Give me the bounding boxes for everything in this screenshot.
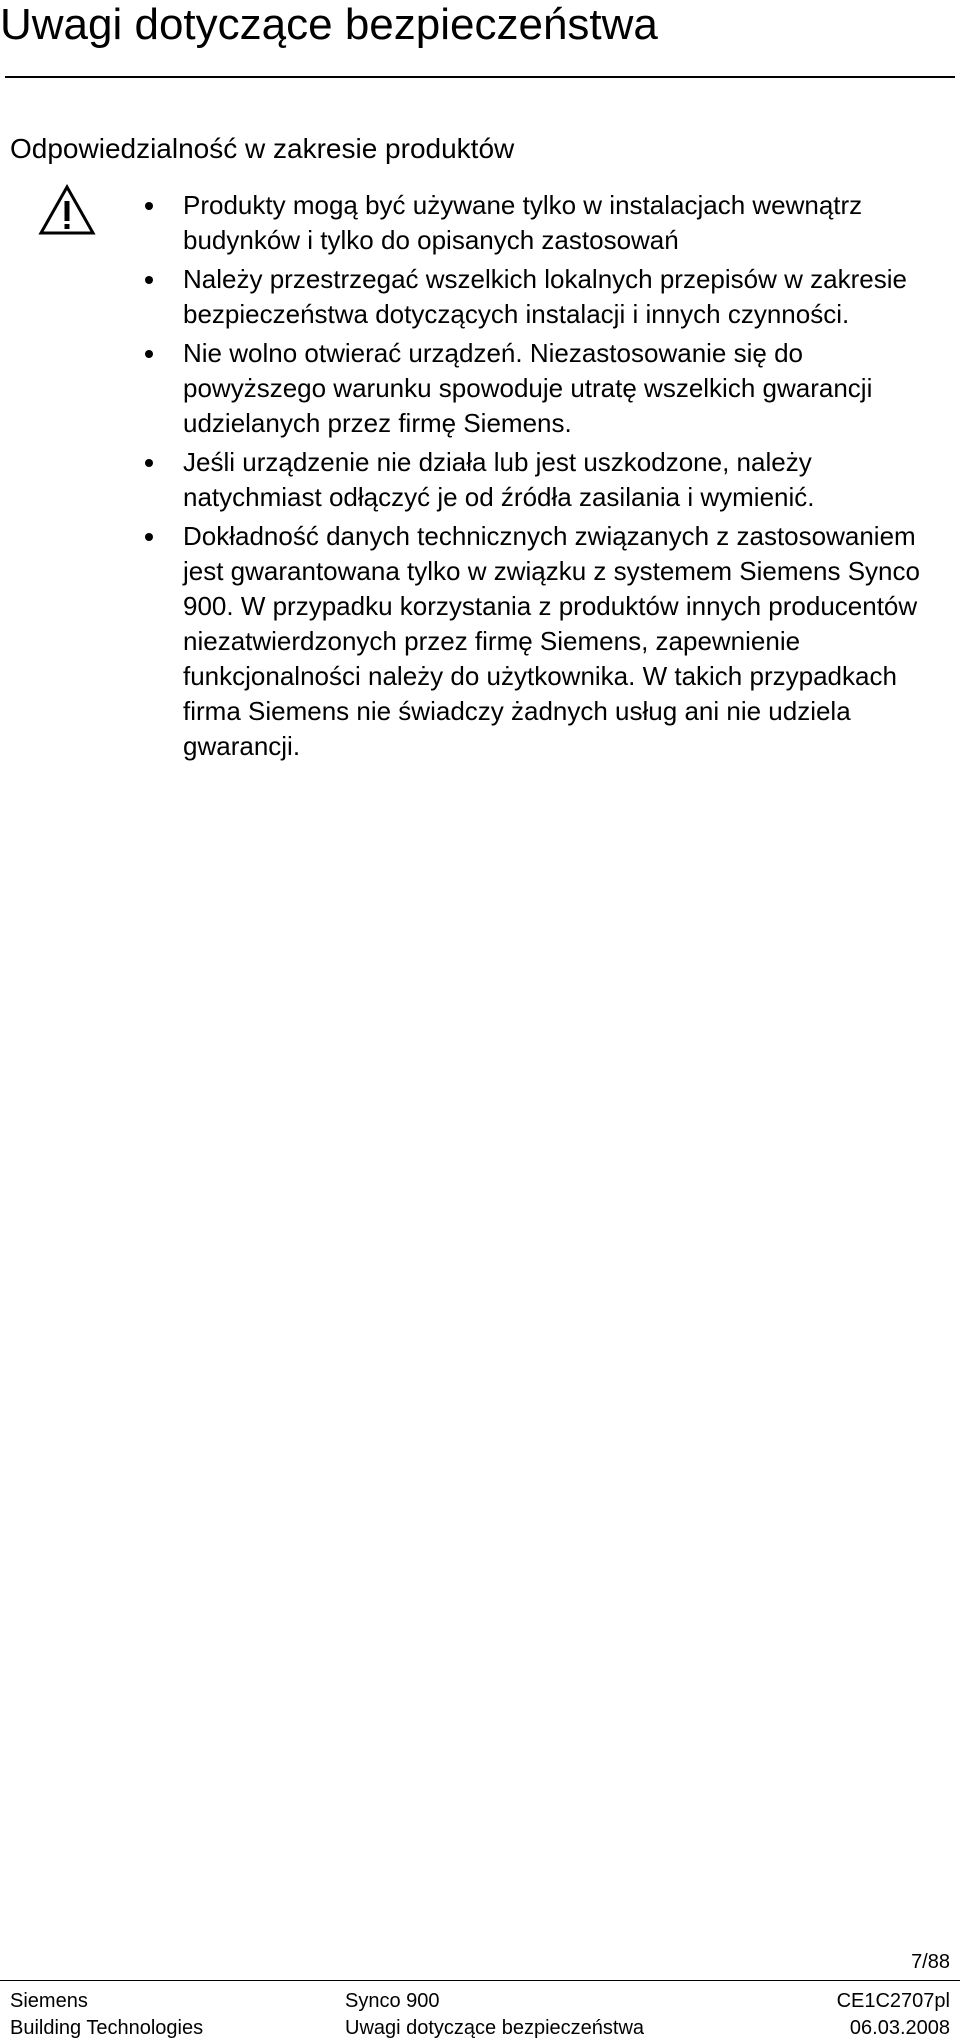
bullet-text: Dokładność danych technicznych związanych z zastosowaniem jest gwarantowana tylko w związku z systemem Siemens Synco 900. W przypadku korzystania z produktów innych producentów niezatwierdzonych przez firmę Siemens, zapewnienie funkcjonalności należy do użytkownika. W takich przypadkach firma Siemens nie świadczy żadnych usług ani nie udziela gwarancji. bbox=[183, 521, 920, 761]
bullet-text: Produkty mogą być używane tylko w instalacjach wewnątrz budynków i tylko do opisanych zastosowań bbox=[183, 190, 863, 255]
warning-triangle-icon bbox=[38, 184, 96, 236]
safety-bullet-list bbox=[143, 188, 933, 768]
footer-company: Siemens bbox=[10, 1990, 88, 2012]
bullet-icon bbox=[145, 533, 153, 541]
bullet-text: Należy przestrzegać wszelkich lokalnych przepisów w zakresie bezpieczeństwa dotyczących instalacji i innych czynności. bbox=[183, 264, 907, 329]
footer-doc-id: CE1C2707pl bbox=[836, 1990, 950, 2012]
list-item bbox=[143, 519, 933, 764]
bullet-icon bbox=[145, 276, 153, 284]
footer-right bbox=[837, 1988, 950, 2042]
footer-product: Synco 900 bbox=[345, 1990, 440, 2012]
footer-center bbox=[345, 1988, 644, 2042]
bullet-icon bbox=[145, 459, 153, 467]
bullet-text: Jeśli urządzenie nie działa lub jest uszkodzone, należy natychmiast odłączyć je od źródła zasilania i wymienić. bbox=[183, 447, 815, 512]
footer-left bbox=[10, 1988, 203, 2042]
page-title: Uwagi dotyczące bezpieczeństwa bbox=[0, 0, 658, 49]
title-divider bbox=[5, 76, 955, 78]
list-item bbox=[143, 188, 933, 258]
page-number: 7/88 bbox=[911, 1951, 950, 1973]
bullet-text: Nie wolno otwierać urządzeń. Niezastosowanie się do powyższego warunku spowoduje utratę wszelkich gwarancji udzielanych przez firmę Siemens. bbox=[183, 338, 873, 438]
list-item bbox=[143, 445, 933, 515]
footer-chapter: Uwagi dotyczące bezpieczeństwa bbox=[345, 2017, 645, 2039]
footer-divider bbox=[0, 1980, 960, 1981]
footer-division: Building Technologies bbox=[10, 2017, 204, 2039]
bullet-icon bbox=[145, 202, 153, 210]
footer-date: 06.03.2008 bbox=[849, 2017, 950, 2039]
bullet-icon bbox=[145, 350, 153, 358]
list-item bbox=[143, 336, 933, 441]
list-item bbox=[143, 262, 933, 332]
section-heading: Odpowiedzialność w zakresie produktów bbox=[10, 133, 515, 164]
